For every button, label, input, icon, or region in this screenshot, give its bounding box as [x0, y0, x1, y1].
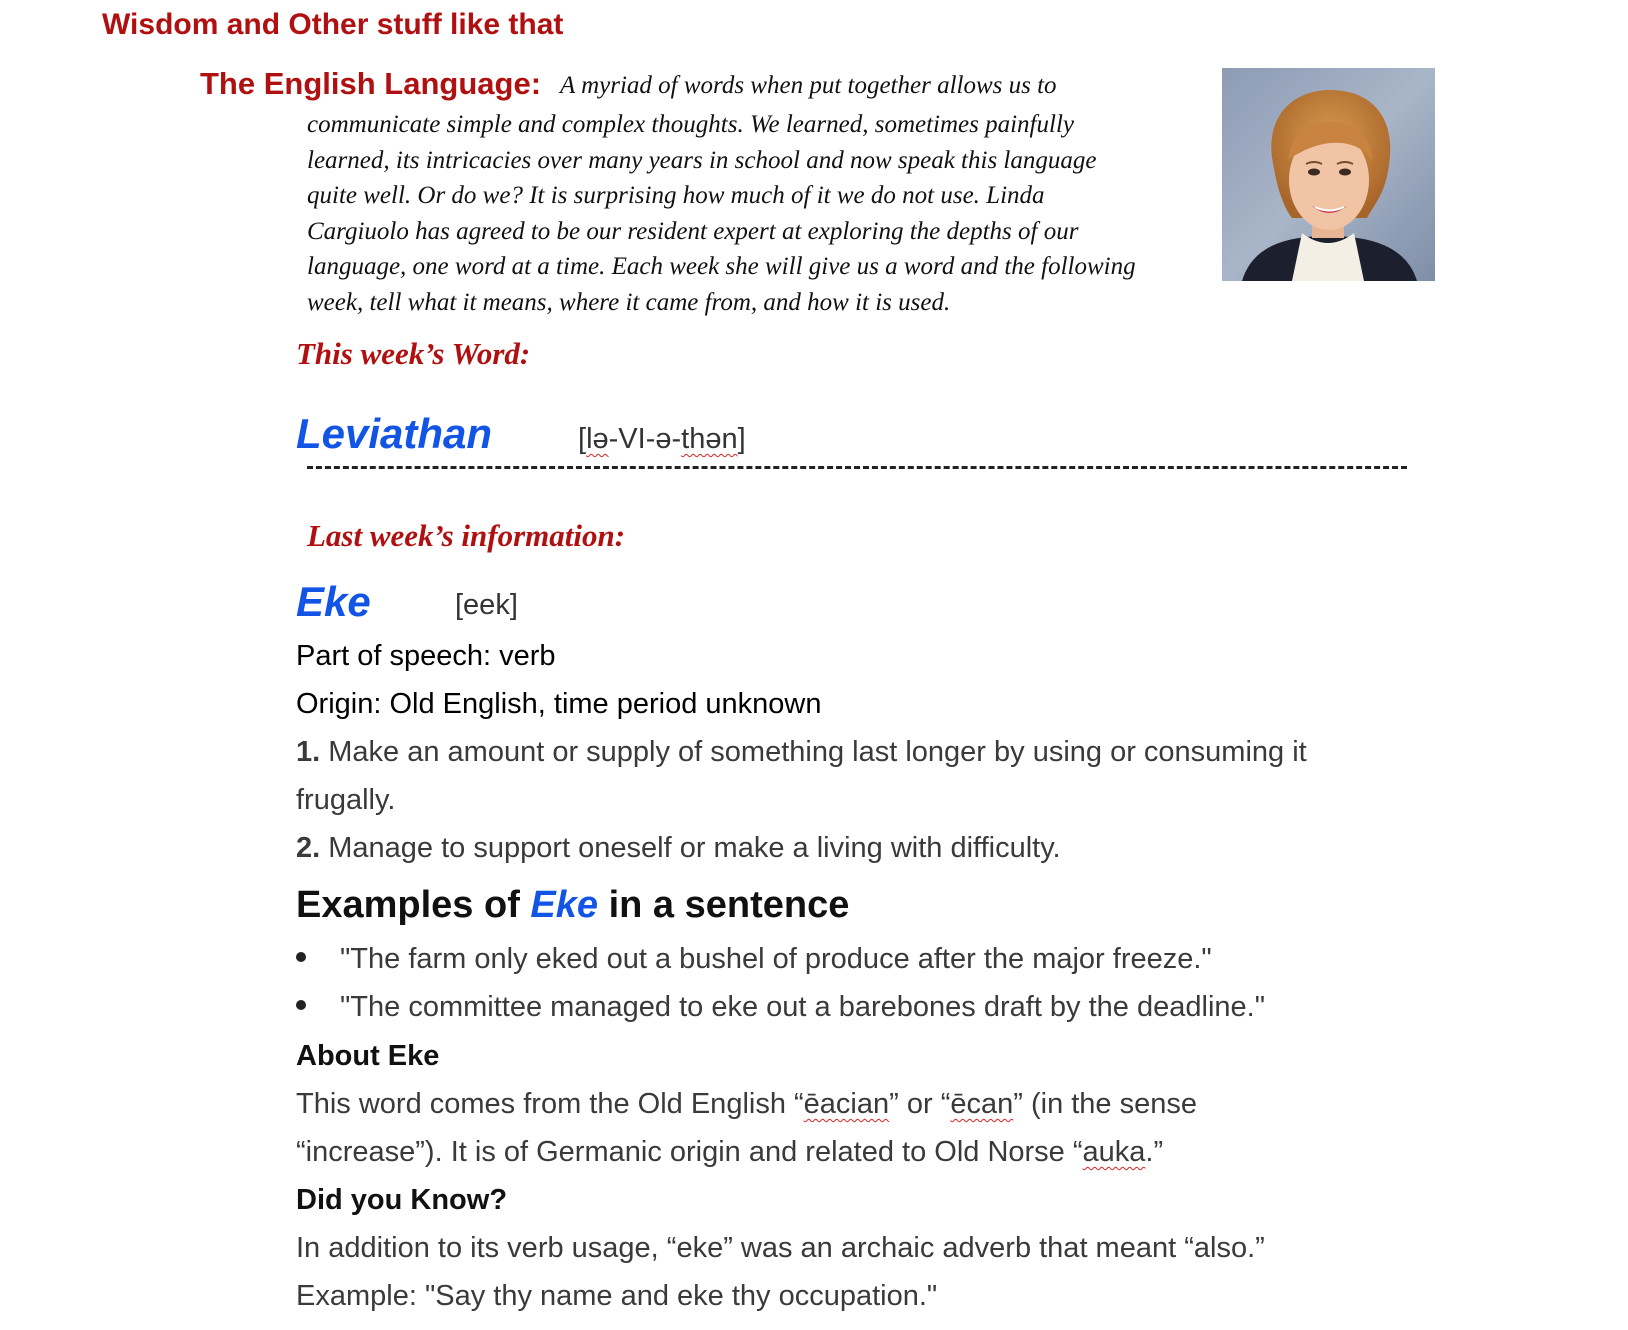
examples-word: Eke [530, 884, 599, 926]
bullet-icon [296, 1000, 306, 1010]
about-text: ” or “ [889, 1088, 951, 1120]
examples-heading [296, 884, 849, 927]
pron-part: -VI-ə- [608, 423, 682, 455]
about-line-2 [296, 1136, 1163, 1169]
definition-number: 2. [296, 832, 321, 864]
origin: Origin: Old English, time period unknown [296, 688, 822, 720]
this-week-word: Leviathan [296, 410, 493, 457]
did-you-know-line-2: Example: "Say thy name and eke thy occupation." [296, 1280, 938, 1312]
pron-part: thən [681, 423, 738, 455]
examples-suffix: in a sentence [598, 884, 850, 926]
about-line-1 [296, 1088, 1197, 1121]
this-week-pronunciation [578, 423, 746, 456]
definition-text: Manage to support oneself or make a living with difficulty. [328, 832, 1061, 864]
about-text: ” (in the sense [1013, 1088, 1198, 1120]
part-of-speech: Part of speech: verb [296, 640, 556, 672]
definition-number: 1. [296, 736, 321, 768]
example-text: "The farm only eked out a bushel of produce after the major freeze." [340, 943, 1212, 975]
examples-prefix: Examples of [296, 884, 531, 926]
about-word: ēacian [803, 1088, 890, 1120]
about-text: “increase”). It is of Germanic origin and related to Old Norse “ [296, 1136, 1083, 1168]
intro-line: quite well. Or do we? It is surprising how much of it we do not use. Linda [307, 182, 1045, 209]
about-heading: About Eke [296, 1040, 440, 1072]
definition-2 [296, 832, 1061, 865]
about-word: auka [1082, 1136, 1146, 1168]
definition-1-continued: frugally. [296, 784, 396, 816]
bullet-icon [296, 952, 306, 962]
definition-1 [296, 736, 1307, 769]
intro-line: Cargiuolo has agreed to be our resident expert at exploring the depths of our [307, 217, 1079, 245]
about-text: .” [1145, 1136, 1164, 1168]
intro-line: communicate simple and complex thoughts. We learned, sometimes painfully [307, 111, 1074, 138]
intro-line: learned, its intricacies over many years in school and now speak this language [307, 146, 1097, 174]
list-item [296, 943, 1212, 976]
dashed-divider [307, 466, 1407, 469]
last-week-word: Eke [296, 578, 371, 625]
page-title: Wisdom and Other stuff like that [102, 8, 564, 41]
this-week-heading: This week’s Word: [296, 336, 531, 371]
pron-bracket-open: [ [578, 423, 587, 455]
pron-bracket-close: ] [737, 423, 746, 455]
last-week-pronunciation: [eek] [455, 589, 518, 621]
intro-line: week, tell what it means, where it came from, and how it is used. [307, 288, 951, 316]
about-text: This word comes from the Old English “ [296, 1088, 804, 1120]
pron-part: lə [586, 423, 609, 455]
did-you-know-line-1: In addition to its verb usage, “eke” was an archaic adverb that meant “also.” [296, 1232, 1265, 1264]
list-item [296, 991, 1265, 1024]
section-label-english-language: The English Language: [200, 66, 542, 101]
author-portrait [1222, 68, 1435, 281]
intro-first-line: A myriad of words when put together allows us to [560, 72, 1057, 99]
about-word: ēcan [950, 1088, 1014, 1120]
definition-text: Make an amount or supply of something last longer by using or consuming it [328, 736, 1307, 768]
did-you-know-heading: Did you Know? [296, 1184, 508, 1216]
intro-line: language, one word at a time. Each week she will give us a word and the following [307, 253, 1136, 280]
intro-paragraph [307, 107, 1207, 320]
example-text: "The committee managed to eke out a barebones draft by the deadline." [340, 991, 1265, 1023]
last-week-heading: Last week’s information: [307, 518, 626, 553]
